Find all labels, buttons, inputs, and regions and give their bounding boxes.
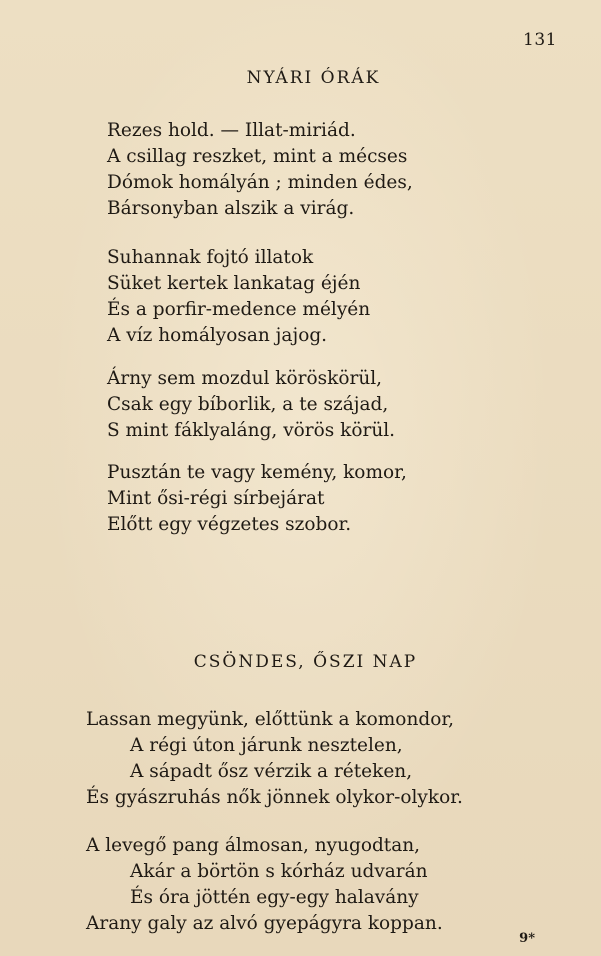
verse-line: Süket kertek lankatag éjén — [107, 273, 361, 294]
verse-line: És óra jöttén egy-egy halavány — [130, 887, 419, 908]
poem-title-nyari-orak: NYÁRI ÓRÁK — [246, 68, 381, 88]
verse-line: A levegő pang álmosan, nyugodtan, — [86, 835, 421, 856]
verse-line: Árny sem mozdul köröskörül, — [107, 368, 383, 389]
verse-line: És a porfir-medence mélyén — [107, 299, 371, 320]
verse-line: Bársonyban alszik a virág. — [107, 198, 355, 219]
verse-line: Arany galy az alvó gyepágyra koppan. — [86, 913, 443, 934]
verse-line: Csak egy bíborlik, a te szájad, — [107, 394, 389, 415]
verse-line: A csillag reszket, mint a mécses — [107, 146, 408, 167]
verse-line: A régi úton járunk nesztelen, — [130, 735, 403, 756]
verse-line: Lassan megyünk, előttünk a komondor, — [86, 709, 455, 730]
stanza-1 — [107, 118, 413, 222]
stanza-3 — [107, 366, 395, 444]
page-number: 131 — [523, 30, 557, 50]
stanza-2 — [107, 245, 370, 349]
verse-line: Dómok homályán ; minden édes, — [107, 172, 413, 193]
verse-line: És gyászruhás nők jönnek olykor-olykor. — [86, 787, 463, 808]
stanza-5 — [86, 707, 463, 811]
verse-line: A víz homályosan jajog. — [107, 325, 328, 346]
verse-line: Suhannak fojtó illatok — [107, 247, 314, 268]
verse-line: Előtt egy végzetes szobor. — [107, 514, 352, 535]
verse-line: S mint fáklyaláng, vörös körül. — [107, 420, 396, 441]
verse-line: Rezes hold. — Illat-miriád. — [107, 120, 356, 141]
verse-line: Akár a börtön s kórház udvarán — [130, 861, 428, 882]
stanza-4 — [107, 460, 407, 538]
printer-signature-mark: 9* — [519, 931, 535, 946]
poem-title-csondes-oszi-nap: CSÖNDES, ŐSZI NAP — [193, 652, 418, 672]
verse-line: A sápadt ősz vérzik a réteken, — [130, 761, 413, 782]
verse-line: Pusztán te vagy kemény, komor, — [107, 462, 407, 483]
verse-line: Mint ősi-régi sírbejárat — [107, 488, 325, 509]
stanza-6 — [86, 833, 443, 937]
